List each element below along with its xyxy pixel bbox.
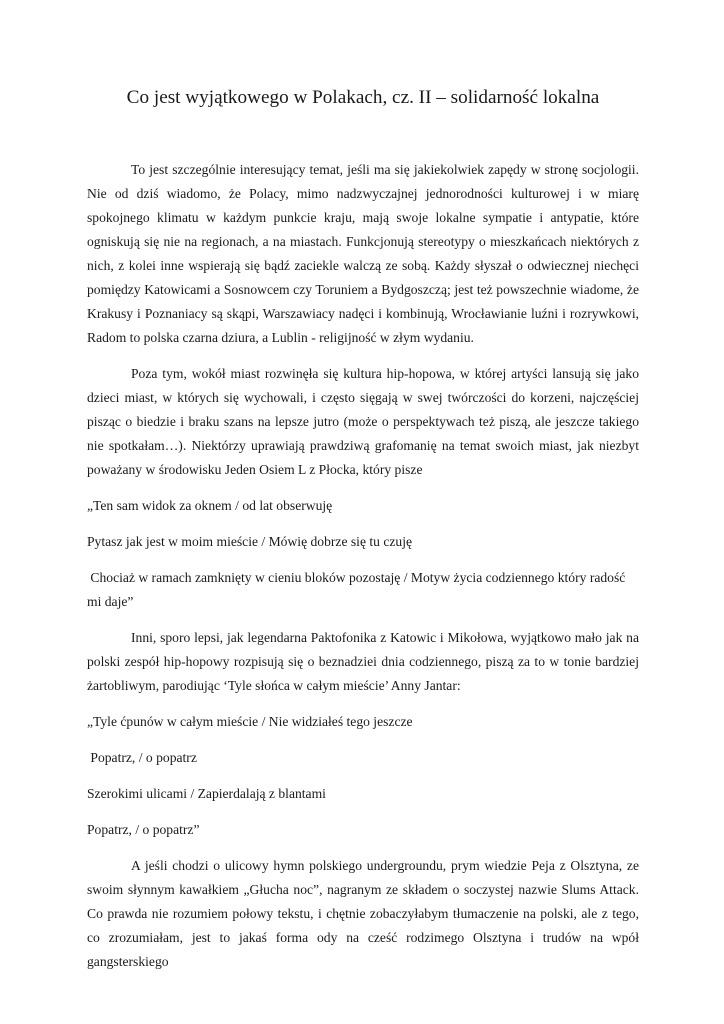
quote-line: Pytasz jak jest w moim mieście / Mówię dobrze się tu czuję xyxy=(87,534,413,549)
quote-line: „Tyle ćpunów w całym mieście / Nie widziałeś tego jeszcze xyxy=(87,714,413,729)
quote-line: „Ten sam widok za oknem / od lat obserwuję xyxy=(87,498,333,513)
quote-line: Szerokimi ulicami / Zapierdalają z blantami xyxy=(87,786,326,801)
quote-line: Popatrz, / o popatrz xyxy=(87,750,197,765)
paragraph-hip-hop: Poza tym, wokół miast rozwinęła się kultura hip-hopowa, w której artyści lansują się jako dzieci miast, w których się wychowali, i często sięgają w swej twórczości do korzeni, najczęściej pisząc o biedzie i braku szans na lepsze jutro (może o perspektywach też piszą, ale jeszcze takiego nie spotkałam…). Niektórzy uprawiają prawdziwą grafomanię na temat swoich miast, jak niezbyt poważany w środowisku Jeden Osiem L z Płocka, który pisze xyxy=(87,366,639,477)
quote-line: Popatrz, / o popatrz” xyxy=(87,822,200,837)
paragraph-peja: A jeśli chodzi o ulicowy hymn polskiego undergroundu, prym wiedzie Peja z Olsztyna, ze swoim słynnym kawałkiem „Głucha noc”, nagranym ze składem o soczystej nazwie Slums Attack. Co prawda nie rozumiem połowy tekstu, i chętnie zobaczyłabym tłumaczenie na polski, ale z tego, co zrozumiałam, jest to jakaś forma ody na cześć rodzimego Olsztyna i trudów na wpół gangsterskiego xyxy=(87,858,639,969)
document-title: Co jest wyjątkowego w Polakach, cz. II – solidarność lokalna xyxy=(126,87,600,108)
document-body xyxy=(87,158,639,986)
paragraph-intro: To jest szczególnie interesujący temat, jeśli ma się jakiekolwiek zapędy w stronę socjologii. Nie od dziś wiadomo, że Polacy, mimo nadzwyczajnej jednorodności kulturowej i w miarę spokojnego klimatu w każdym punkcie kraju, mają swoje lokalne sympatie i antypatie, które ogniskują się nie na regionach, a na miastach. Funkcjonują stereotypy o mieszkańcach niektórych z nich, z kolei inne wspierają się bądź zaciekle walczą ze sobą. Każdy słyszał o odwiecznej niechęci pomiędzy Katowicami a Sosnowcem czy Toruniem a Bydgoszczą; jest też powszechnie wiadome, że Krakusy i Poznaniacy są skąpi, Warszawiacy nadęci i kombinują, Wrocławianie luźni i rozrywkowi, Radom to polska czarna dziura, a Lublin - religijność w złym wydaniu. xyxy=(87,162,639,345)
paragraph-paktofonika: Inni, sporo lepsi, jak legendarna Paktofonika z Katowic i Mikołowa, wyjątkowo mało jak na polski zespół hip-hopowy rozpisują się o beznadziei dnia codziennego, piszą za to w tonie bardziej żartobliwym, parodiując ‘Tyle słońca w całym mieście’ Anny Jantar: xyxy=(87,630,639,693)
quote-line: Chociaż w ramach zamknięty w cieniu bloków pozostaję / Motyw życia codziennego który radość mi daje” xyxy=(87,570,629,609)
